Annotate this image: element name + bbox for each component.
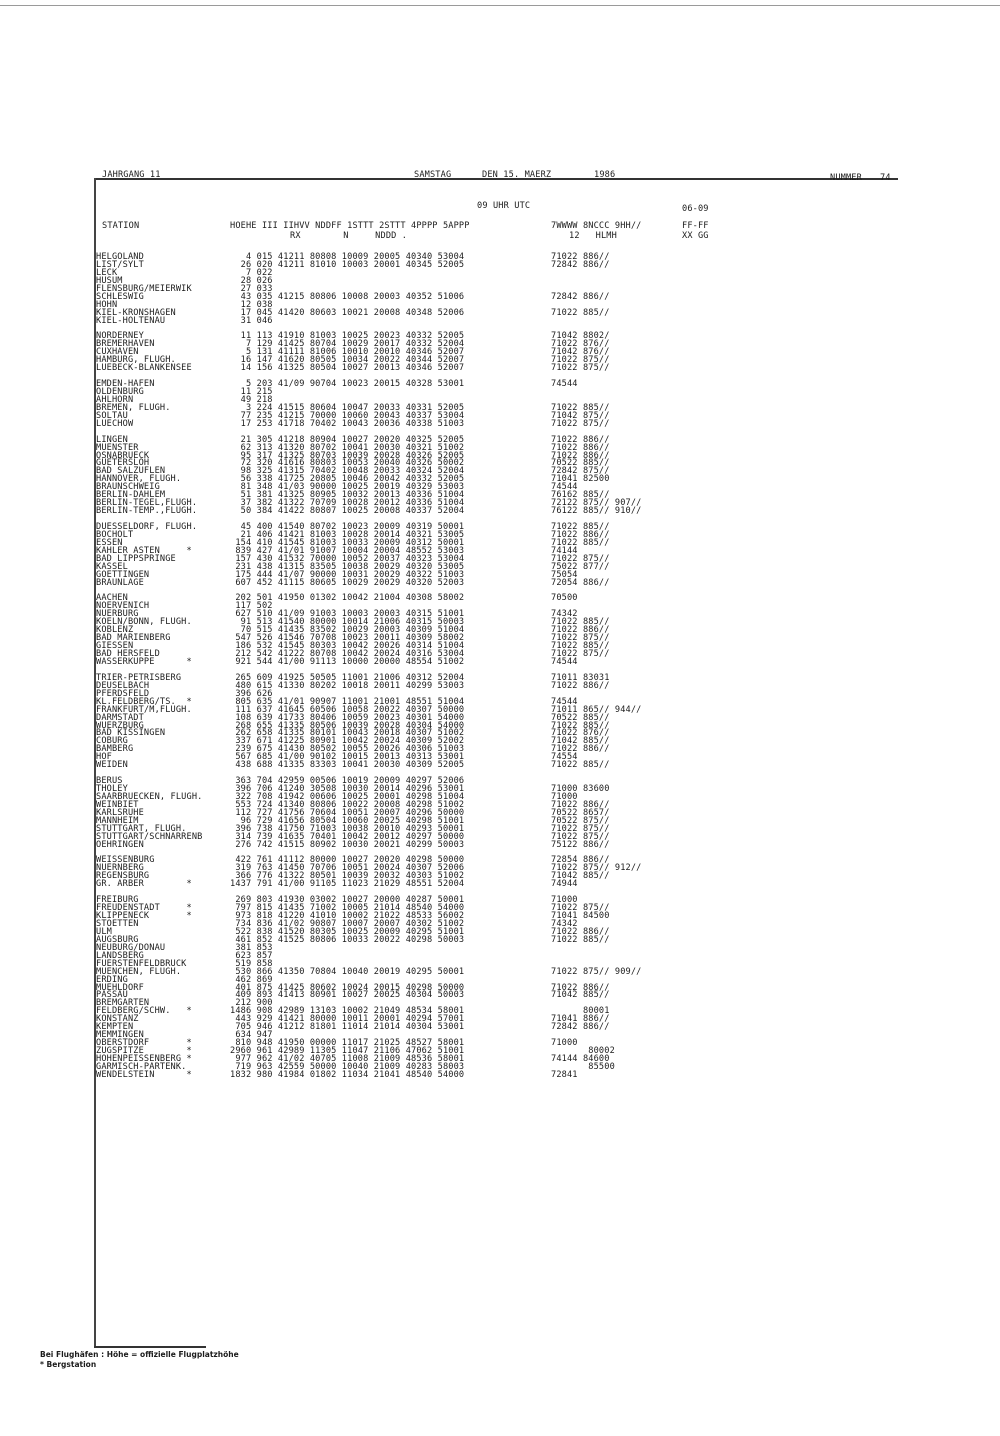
- station-name: GIESSEN: [96, 641, 134, 652]
- station-observation: 11 113 41910 81003 10025 20023 40332 52005: [230, 331, 465, 342]
- station-observation: 438 688 41335 83303 10041 20030 40309 52005: [230, 760, 465, 771]
- station-observation: 175 444 41/07 90000 10031 20029 40322 51003: [230, 569, 465, 580]
- station-synop-groups: 74544: [551, 696, 578, 707]
- station-name: HUSUM: [96, 275, 123, 286]
- station-name: WUERZBURG: [96, 720, 144, 731]
- observation-time: 09 UHR UTC: [477, 201, 531, 211]
- station-observation: 381 853: [230, 942, 273, 953]
- station-name: AACHEN: [96, 593, 128, 604]
- station-synop-groups: 74544: [551, 482, 578, 493]
- station-observation: 111 637 41645 60506 10058 20022 40307 50000: [230, 704, 465, 715]
- jahrgang-label: JAHRGANG 11: [102, 170, 161, 180]
- station-synop-groups: 71022 875// 909//: [551, 966, 642, 977]
- station-name: ZUGSPITZE *: [96, 1046, 192, 1056]
- station-observation: 37 382 41322 70709 10028 20012 40336 51004: [230, 498, 465, 509]
- station-observation: 627 510 41/09 91003 10003 20003 40315 51001: [230, 609, 465, 620]
- station-name: BERLIN-TEMP.,FLUGH.: [96, 506, 198, 517]
- station-synop-groups: 72842 886//: [551, 291, 610, 302]
- station-observation: 530 866 41350 70804 10040 20019 40295 50001: [230, 966, 465, 977]
- station-name: MUENCHEN, FLUGH.: [96, 966, 182, 977]
- station-synop-groups: 74944: [551, 879, 578, 890]
- station-name: MANNHEIM: [96, 815, 139, 826]
- station-synop-groups: 71022 875//: [551, 633, 610, 644]
- station-name: REGENSBURG: [96, 871, 150, 882]
- station-name: GR. ARBER *: [96, 879, 192, 890]
- station-name: DUESSELDORF, FLUGH.: [96, 522, 198, 532]
- station-synop-groups: 74342: [551, 609, 578, 620]
- station-name: WENDELSTEIN *: [96, 1069, 192, 1080]
- station-name: KASSEL: [96, 561, 128, 572]
- station-synop-groups: 71022 885//: [551, 402, 610, 413]
- nummer-value: 74: [880, 173, 891, 183]
- station-synop-groups: 71022 886//: [551, 442, 610, 453]
- station-synop-groups: 71022 876//: [551, 728, 610, 739]
- station-name: BAMBERG: [96, 744, 134, 755]
- station-name: LINGEN: [96, 434, 128, 445]
- station-synop-groups: 72854 886//: [551, 855, 610, 866]
- station-observation: 480 615 41330 80202 10018 20011 40299 53003: [230, 680, 465, 691]
- station-observation: 81 348 41/03 90000 10025 20019 40329 53003: [230, 482, 465, 493]
- station-column-header: STATION: [102, 221, 140, 231]
- station-name: KLIPPENECK *: [96, 911, 192, 921]
- station-synop-groups: 71022 886//: [551, 434, 610, 445]
- station-observation: 268 655 41335 80506 10039 20028 40304 54000: [230, 720, 465, 731]
- station-name: GOETTINGEN: [96, 569, 150, 580]
- station-synop-groups: 80001: [551, 1006, 610, 1017]
- station-name: BERLIN-DAHLEM: [96, 490, 166, 501]
- station-synop-groups: 71022 886//: [551, 625, 610, 636]
- station-synop-groups: 74544: [551, 656, 578, 667]
- station-synop-groups: 71042 885//: [551, 736, 610, 747]
- station-observation: 95 317 41325 80703 10039 20028 40326 52005: [230, 450, 465, 461]
- station-synop-groups: 71042 875//: [551, 410, 610, 421]
- station-name: MUEHLDORF: [96, 982, 144, 993]
- station-observation: 314 739 41635 70401 10042 20012 40297 50000: [230, 831, 465, 842]
- station-name: ULM: [96, 926, 112, 937]
- station-synop-groups: 71011 83031: [551, 672, 610, 683]
- station-name: NUERNBERG: [96, 863, 144, 874]
- wind-columns-subheader: XX GG: [682, 231, 709, 241]
- station-name: OSNABRUECK: [96, 450, 150, 461]
- station-name: WEISSENBURG: [96, 855, 155, 866]
- station-synop-groups: 71022 885//: [551, 307, 610, 318]
- station-observation: 366 776 41322 80501 10039 20032 40303 51002: [230, 871, 465, 882]
- station-name: STUTTGART, FLUGH.: [96, 823, 187, 834]
- station-name: NOERVENICH: [96, 601, 150, 612]
- station-synop-groups: 71000 83600: [551, 784, 610, 794]
- station-synop-groups: 71022 886//: [551, 450, 610, 461]
- station-observation: 810 948 41950 00000 11017 21025 48527 58001: [230, 1038, 465, 1049]
- station-synop-groups: 71022 886//: [551, 252, 610, 262]
- station-name: BAD LIPPSPRINGE: [96, 553, 176, 564]
- station-synop-groups: 71022 885//: [551, 934, 610, 945]
- station-synop-groups: 71000: [551, 895, 578, 906]
- station-observation: 5 131 41111 81006 10010 20010 40346 52007: [230, 347, 465, 358]
- station-name: DEUSELBACH: [96, 680, 150, 691]
- station-observation: 634 947: [230, 1030, 273, 1041]
- station-observation: 265 609 41925 50505 11001 21006 40312 52004: [230, 672, 465, 683]
- station-name: BOCHOLT: [96, 529, 134, 540]
- station-name: LUEBECK-BLANKENSEE: [96, 363, 192, 374]
- station-synop-groups: 76122 885// 910//: [551, 506, 642, 517]
- station-synop-groups: 71042 885//: [551, 990, 610, 1001]
- station-observation: 186 532 41545 80303 10042 20026 40314 51004: [230, 641, 465, 652]
- station-name: HOF: [96, 752, 112, 763]
- station-synop-groups: 70500: [551, 593, 578, 604]
- station-synop-groups: 71022 885//: [551, 617, 610, 628]
- station-synop-groups: 70522 8657/: [551, 807, 610, 818]
- station-synop-groups: 70522 875//: [551, 815, 610, 826]
- station-observation: 117 502: [230, 601, 273, 612]
- station-observation: 805 635 41/01 90907 11001 21001 48551 51004: [230, 696, 465, 707]
- station-observation: 322 708 41942 00606 10025 20001 40298 51004: [230, 791, 465, 802]
- station-name: COBURG: [96, 736, 128, 747]
- station-synop-groups: 71000: [551, 791, 578, 802]
- station-synop-groups: 74554: [551, 752, 578, 763]
- synop-columns-header: 7WWWW 8NCCC 9HH//: [551, 221, 642, 231]
- station-observation: 921 544 41/00 91113 10000 20000 48554 51002: [230, 656, 465, 667]
- station-observation: 977 962 41/02 40705 11008 21009 48536 58001: [230, 1053, 465, 1064]
- station-observation: 231 438 41315 83505 10038 20029 40320 53005: [230, 561, 465, 572]
- year-label: 1986: [594, 170, 616, 180]
- station-name: LIST/SYLT: [96, 259, 144, 270]
- station-observation: 973 818 41220 41010 10002 21022 48533 56002: [230, 911, 465, 921]
- station-observation: 7 022: [230, 267, 273, 278]
- station-synop-groups: 71022 875// 912//: [551, 863, 642, 874]
- station-name: EMDEN-HAFEN: [96, 379, 155, 389]
- station-observation: 31 046: [230, 315, 273, 326]
- station-synop-groups: 71041 82500: [551, 474, 610, 485]
- station-name: BREMERHAVEN: [96, 339, 155, 350]
- station-synop-groups: 71022 875//: [551, 903, 610, 914]
- station-name: PFERDSFELD: [96, 688, 150, 699]
- station-observation: 396 626: [230, 688, 273, 699]
- station-observation: 56 338 41725 20805 10046 20042 40332 52005: [230, 474, 465, 485]
- station-observation: 11 215: [230, 387, 273, 397]
- station-observation: 212 900: [230, 998, 273, 1009]
- station-name: BAD HERSFELD: [96, 649, 160, 659]
- station-synop-groups: 71042 876//: [551, 347, 610, 358]
- station-synop-groups: 71041 84500: [551, 911, 610, 921]
- footer-airport-note: Bei Flughäfen : Höhe = offizielle Flugplatzhöhe: [40, 1350, 239, 1359]
- station-name: PASSAU: [96, 990, 128, 1001]
- station-observation: 461 852 41525 80806 10033 20022 40298 50003: [230, 934, 465, 945]
- station-observation: 45 400 41540 80702 10023 20009 40319 50001: [230, 522, 465, 532]
- station-observation: 28 026: [230, 275, 273, 286]
- station-name: BAD SALZUFLEN: [96, 466, 166, 477]
- station-name: KIEL-KRONSHAGEN: [96, 307, 176, 318]
- station-observation: 1832 980 41984 01802 11034 21041 48540 54000: [230, 1069, 465, 1080]
- station-synop-groups: 71022 875//: [551, 363, 610, 374]
- station-observation: 77 235 41215 70000 10060 20043 40337 53004: [230, 410, 465, 421]
- station-name: SAARBRUECKEN, FLUGH.: [96, 791, 203, 802]
- station-observation: 154 410 41545 81003 10033 20009 40312 50001: [230, 537, 465, 548]
- station-observation: 319 763 41450 70706 10051 20024 40307 52006: [230, 863, 465, 874]
- station-synop-groups: 74342: [551, 919, 578, 929]
- station-synop-groups: 71022 875//: [551, 355, 610, 366]
- station-name: FELDBERG/SCHW. *: [96, 1006, 192, 1017]
- station-observation: 96 729 41656 80504 10060 20025 40298 51001: [230, 815, 465, 826]
- station-name: AHLHORN: [96, 394, 134, 405]
- station-name: HOHENPEISSENBERG *: [96, 1053, 192, 1064]
- station-name: OLDENBURG: [96, 387, 144, 397]
- station-observation: 7 129 41425 80704 10029 20017 40332 52004: [230, 339, 465, 350]
- station-observation: 276 742 41515 80902 10030 20021 40299 50003: [230, 839, 465, 850]
- station-name: WEIDEN: [96, 760, 128, 771]
- station-observation: 363 704 42959 00506 10019 20009 40297 52006: [230, 776, 465, 786]
- station-observation: 21 406 41421 81003 10028 20014 40321 53005: [230, 529, 465, 540]
- station-synop-groups: 71011 865// 944//: [551, 704, 642, 715]
- station-name: KONSTANZ: [96, 1014, 139, 1025]
- station-name: FUERSTENFELDBRUCK: [96, 958, 187, 969]
- station-observation: 719 963 42559 50000 10040 21009 40283 58003: [230, 1061, 465, 1072]
- station-observation: 16 147 41620 80505 10034 20022 40344 52007: [230, 355, 465, 366]
- station-observation: 401 875 41425 80602 10024 20015 40298 50000: [230, 982, 465, 993]
- station-name: MUENSTER: [96, 442, 139, 453]
- station-observation: 519 858: [230, 958, 273, 969]
- station-observation: 443 929 41421 80000 10011 20001 40294 57001: [230, 1014, 465, 1025]
- station-name: FRANKFURT/M,FLUGH.: [96, 704, 192, 715]
- station-synop-groups: 71022 886//: [551, 744, 610, 755]
- station-synop-groups: 71022 885//: [551, 760, 610, 771]
- station-observation: 396 706 41240 30508 10030 20014 40296 53001: [230, 784, 465, 794]
- station-observation: 797 815 41435 71002 10005 21014 48540 54000: [230, 903, 465, 914]
- station-observation: 623 857: [230, 950, 273, 961]
- station-synop-groups: 71022 885//: [551, 537, 610, 548]
- station-synop-groups: 71022 875//: [551, 649, 610, 659]
- station-name: ERDING: [96, 974, 128, 985]
- station-synop-groups: 72841: [551, 1069, 578, 1080]
- station-observation: 1437 791 41/00 91105 11023 21029 48551 52004: [230, 879, 465, 890]
- station-observation: 157 430 41532 70000 10052 20037 40323 53004: [230, 553, 465, 564]
- station-observation: 12 038: [230, 299, 273, 310]
- station-observation: 3 224 41515 80604 10047 20033 40331 52005: [230, 402, 465, 413]
- station-synop-groups: 74144: [551, 545, 578, 556]
- station-name: STUTTGART/SCHNARRENB: [96, 831, 203, 842]
- station-synop-groups: 71022 886//: [551, 982, 610, 993]
- period-label: 06-09: [682, 204, 709, 214]
- station-observation: 43 035 41215 80806 10008 20003 40352 51006: [230, 291, 465, 302]
- wind-columns-header: FF-FF: [682, 221, 709, 231]
- station-observation: 2960 961 42989 11305 11047 21106 47062 51001: [230, 1046, 465, 1056]
- station-name: BREMGARTEN: [96, 998, 150, 1009]
- station-name: LUECHOW: [96, 418, 134, 429]
- station-observation: 462 869: [230, 974, 273, 985]
- station-observation: 27 033: [230, 283, 273, 294]
- station-synop-groups: 75022 877//: [551, 561, 610, 572]
- station-observation: 72 320 41616 80803 10053 20040 40326 50002: [230, 458, 465, 469]
- station-name: ESSEN: [96, 537, 123, 548]
- station-name: MEMMINGEN: [96, 1030, 144, 1041]
- station-observation: 91 513 41540 80000 10014 21006 40315 50003: [230, 617, 465, 628]
- station-synop-groups: 75054: [551, 569, 578, 580]
- station-name: SOLTAU: [96, 410, 128, 421]
- station-synop-groups: 71022 875//: [551, 823, 610, 834]
- station-synop-groups: 71041 886//: [551, 1014, 610, 1025]
- nummer-label: NUMMER: [830, 173, 862, 183]
- station-synop-groups: 85500: [551, 1061, 615, 1072]
- station-name: KAHLER ASTEN *: [96, 545, 192, 556]
- station-name: BRAUNLAGE: [96, 577, 144, 588]
- station-observation: 5 203 41/09 90704 10023 20015 40328 53001: [230, 379, 465, 389]
- station-name: LECK: [96, 267, 118, 278]
- station-name: KL.FELDBERG/TS. *: [96, 696, 192, 707]
- station-name: STOETTEN: [96, 919, 139, 929]
- station-observation: 21 305 41218 80904 10027 20020 40325 52005: [230, 434, 465, 445]
- station-observation: 202 501 41950 01302 10042 21004 40308 58002: [230, 593, 465, 604]
- station-observation: 337 671 41225 80901 10042 20024 40309 52002: [230, 736, 465, 747]
- station-observation: 62 313 41320 80702 10041 20030 40321 51002: [230, 442, 465, 453]
- station-synop-groups: 76162 885//: [551, 490, 610, 501]
- station-observation: 567 685 41/00 90102 10015 20013 40313 53001: [230, 752, 465, 763]
- station-synop-groups: 71022 886//: [551, 680, 610, 691]
- station-name: BAD KISSINGEN: [96, 728, 166, 739]
- station-observation: 70 515 41435 83502 10029 20003 40309 51004: [230, 625, 465, 636]
- station-name: KOBLENZ: [96, 625, 134, 636]
- station-name: HANNOVER, FLUGH.: [96, 474, 182, 485]
- station-synop-groups: 71000: [551, 1038, 578, 1049]
- station-observation: 212 542 41222 80708 10042 20024 40316 53004: [230, 649, 465, 659]
- station-name: BREMEN, FLUGH.: [96, 402, 171, 413]
- station-synop-groups: 74544: [551, 379, 578, 389]
- table-row: [0, 1071, 1000, 1080]
- station-synop-groups: 71042 885//: [551, 871, 610, 882]
- station-observation: 17 045 41420 80603 10021 20008 40348 52006: [230, 307, 465, 318]
- station-name: HOHN: [96, 299, 118, 310]
- station-name: AUGSBURG: [96, 934, 139, 945]
- station-observation: 26 020 41211 81010 10003 20001 40345 52005: [230, 259, 465, 270]
- station-synop-groups: 71022 886//: [551, 926, 610, 937]
- station-name: CUXHAVEN: [96, 347, 139, 358]
- station-name: TRIER-PETRISBERG: [96, 672, 182, 683]
- station-observation: 14 156 41325 80504 10027 20013 40346 52007: [230, 363, 465, 374]
- station-synop-groups: 71022 886//: [551, 799, 610, 810]
- station-synop-groups: 70522 885//: [551, 712, 610, 723]
- station-synop-groups: 71022 875//: [551, 831, 610, 842]
- station-synop-groups: 71022 886//: [551, 529, 610, 540]
- station-name: NEUBURG/DONAU: [96, 942, 166, 953]
- station-synop-groups: 72842 875//: [551, 466, 610, 477]
- main-columns-header: HOEHE III IIHVV NDDFF 1STTT 2STTT 4PPPP 5APPP: [230, 221, 470, 231]
- station-name: FLENSBURG/MEIERWIK: [96, 283, 192, 294]
- footer-mountain-note: * Bergstation: [40, 1360, 97, 1369]
- station-observation: 17 253 41718 70402 10043 20036 40338 51003: [230, 418, 465, 429]
- station-name: FREIBURG: [96, 895, 139, 906]
- station-synop-groups: 71022 875//: [551, 418, 610, 429]
- station-synop-groups: 71042 8802/: [551, 331, 610, 342]
- station-observation: 108 639 41733 80406 10059 20023 40301 54000: [230, 712, 465, 723]
- station-synop-groups: 71022 875//: [551, 553, 610, 564]
- main-columns-subheader: RX N NDDD .: [290, 231, 408, 241]
- station-observation: 1486 908 42989 13103 10002 21049 48534 58001: [230, 1006, 465, 1017]
- station-synop-groups: 70522 885//: [551, 458, 610, 469]
- station-name: HAMBURG, FLUGH.: [96, 355, 176, 366]
- station-synop-groups: 80002: [551, 1046, 615, 1056]
- station-synop-groups: 72842 886//: [551, 259, 610, 270]
- station-synop-groups: 71022 876//: [551, 339, 610, 350]
- station-name: KIEL-HOLTENAU: [96, 315, 166, 326]
- station-name: DARMSTADT: [96, 712, 144, 723]
- station-observation: 607 452 41115 80605 10029 20029 40320 52003: [230, 577, 465, 588]
- station-name: THOLEY: [96, 784, 128, 794]
- station-name: KARLSRUHE: [96, 807, 144, 818]
- station-name: BERUS: [96, 776, 123, 786]
- station-name: HELGOLAND: [96, 252, 144, 262]
- station-observation: 269 803 41930 03002 10027 20000 40287 50001: [230, 895, 465, 906]
- station-observation: 522 838 41520 80305 10025 20009 40295 51001: [230, 926, 465, 937]
- station-name: BAD MARIENBERG: [96, 633, 171, 644]
- station-observation: 396 738 41750 71003 10038 20010 40293 50001: [230, 823, 465, 834]
- day-label: SAMSTAG: [414, 170, 452, 180]
- station-name: FREUDENSTADT *: [96, 903, 192, 914]
- station-name: OEHRINGEN: [96, 839, 144, 850]
- station-synop-groups: 71022 885//: [551, 522, 610, 532]
- station-name: NORDERNEY: [96, 331, 144, 342]
- station-name: LANDSBERG: [96, 950, 144, 961]
- station-observation: 49 218: [230, 394, 273, 405]
- station-observation: 409 893 41413 80901 10027 20025 40304 50003: [230, 990, 465, 1001]
- station-observation: 239 675 41430 80502 10055 20026 40306 51003: [230, 744, 465, 755]
- station-name: KEMPTEN: [96, 1022, 134, 1033]
- station-name: GUETERSLOH: [96, 458, 150, 469]
- station-synop-groups: 74144 84600: [551, 1053, 610, 1064]
- station-name: OBERSTDORF *: [96, 1038, 192, 1049]
- synop-columns-subheader: 12 HLMH: [569, 231, 617, 241]
- station-name: NUERBURG: [96, 609, 139, 620]
- station-observation: 112 727 41756 70604 10051 20007 40296 50000: [230, 807, 465, 818]
- station-observation: 422 761 41112 80000 10027 20020 40298 50000: [230, 855, 465, 866]
- station-name: BRAUNSCHWEIG: [96, 482, 160, 493]
- station-observation: 50 384 41422 80807 10025 20008 40337 52004: [230, 506, 465, 517]
- station-name: BERLIN-TEGEL,FLUGH.: [96, 498, 198, 509]
- station-observation: 4 015 41211 80808 10009 20005 40340 53004: [230, 252, 465, 262]
- station-observation: 262 658 41335 80101 10043 20018 40307 51002: [230, 728, 465, 739]
- station-name: WEINBIET: [96, 799, 139, 810]
- station-synop-groups: 71022 885//: [551, 641, 610, 652]
- station-observation: 839 427 41/01 91007 10004 20004 48552 53003: [230, 545, 465, 556]
- station-synop-groups: 72842 886//: [551, 1022, 610, 1033]
- station-observation: 98 325 41315 70402 10048 20033 40324 52004: [230, 466, 465, 477]
- station-observation: 705 946 41212 81801 11014 21014 40304 53001: [230, 1022, 465, 1033]
- station-name: GARMISCH-PARTENK.: [96, 1061, 187, 1072]
- station-synop-groups: 75122 886//: [551, 839, 610, 850]
- station-observation: 547 526 41546 70708 10023 20011 40309 58002: [230, 633, 465, 644]
- station-observation: 734 836 41/02 90807 10007 20007 40302 51002: [230, 919, 465, 929]
- station-synop-groups: 71022 885//: [551, 720, 610, 731]
- station-observation: 51 381 41325 80905 10032 20013 40336 51004: [230, 490, 465, 501]
- station-synop-groups: 72122 875// 907//: [551, 498, 642, 509]
- date-label: DEN 15. MAERZ: [482, 170, 552, 180]
- station-synop-groups: 72054 886//: [551, 577, 610, 588]
- station-name: SCHLESWIG: [96, 291, 144, 302]
- station-name: WASSERKUPPE *: [96, 656, 192, 667]
- station-name: KOELN/BONN, FLUGH.: [96, 617, 192, 628]
- station-observation: 553 724 41340 80806 10022 20008 40298 51002: [230, 799, 465, 810]
